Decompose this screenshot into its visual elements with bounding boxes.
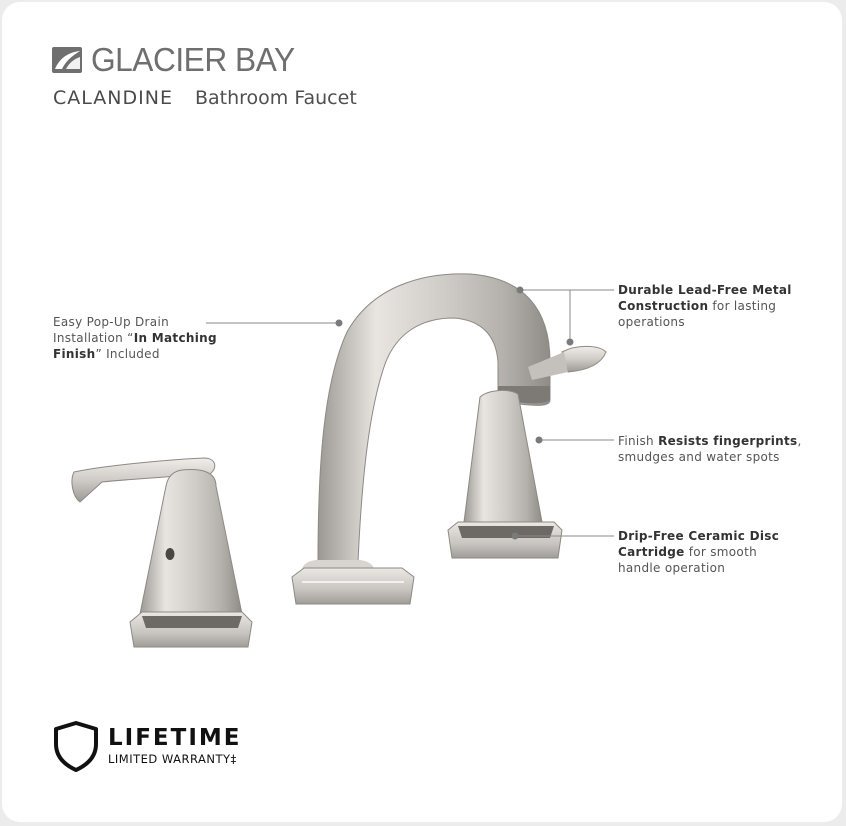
callout-text-bold: Drip-Free Ceramic Disc xyxy=(618,529,780,543)
callout-text: for smooth xyxy=(684,545,757,559)
callout-ceramic-cartridge xyxy=(618,528,818,576)
product-model: CALANDINE xyxy=(53,87,173,109)
callout-text-bold: In Matching xyxy=(133,331,217,345)
callout-text-bold: Finish xyxy=(53,347,96,361)
glacier-bay-leaf-icon xyxy=(52,47,82,73)
callout-finish xyxy=(618,433,828,465)
callout-text: smudges and water spots xyxy=(618,450,780,464)
callout-text-bold: Cartridge xyxy=(618,545,685,559)
warranty-title: LIFETIME xyxy=(108,725,242,751)
callout-lead-free-metal xyxy=(618,282,818,330)
shield-icon xyxy=(52,720,100,772)
callout-text-bold: Construction xyxy=(618,299,709,313)
callout-text: Finish xyxy=(618,434,659,448)
callout-text: operations xyxy=(618,315,685,329)
product-heading xyxy=(53,87,357,109)
faucet-illustration xyxy=(2,2,842,822)
callout-text: handle operation xyxy=(618,561,726,575)
callout-text: , xyxy=(797,434,802,448)
warranty-subtitle: LIMITED WARRANTY‡ xyxy=(108,752,237,766)
callout-text: for lasting xyxy=(708,299,777,313)
callout-text-bold: Resists fingerprints xyxy=(658,434,798,448)
brand-logo xyxy=(52,42,303,78)
product-card xyxy=(2,2,842,822)
callout-text: Installation “ xyxy=(53,331,134,345)
callout-text-bold: Durable Lead-Free Metal xyxy=(618,283,792,297)
callout-text: Easy Pop-Up Drain xyxy=(53,315,169,329)
left-handle xyxy=(72,458,252,647)
callout-pop-up-drain xyxy=(53,314,253,362)
warranty-badge xyxy=(52,720,241,772)
product-type: Bathroom Faucet xyxy=(194,87,357,109)
callout-text: ” Included xyxy=(95,347,160,361)
brand-name: GLACIER BAY xyxy=(91,41,295,78)
